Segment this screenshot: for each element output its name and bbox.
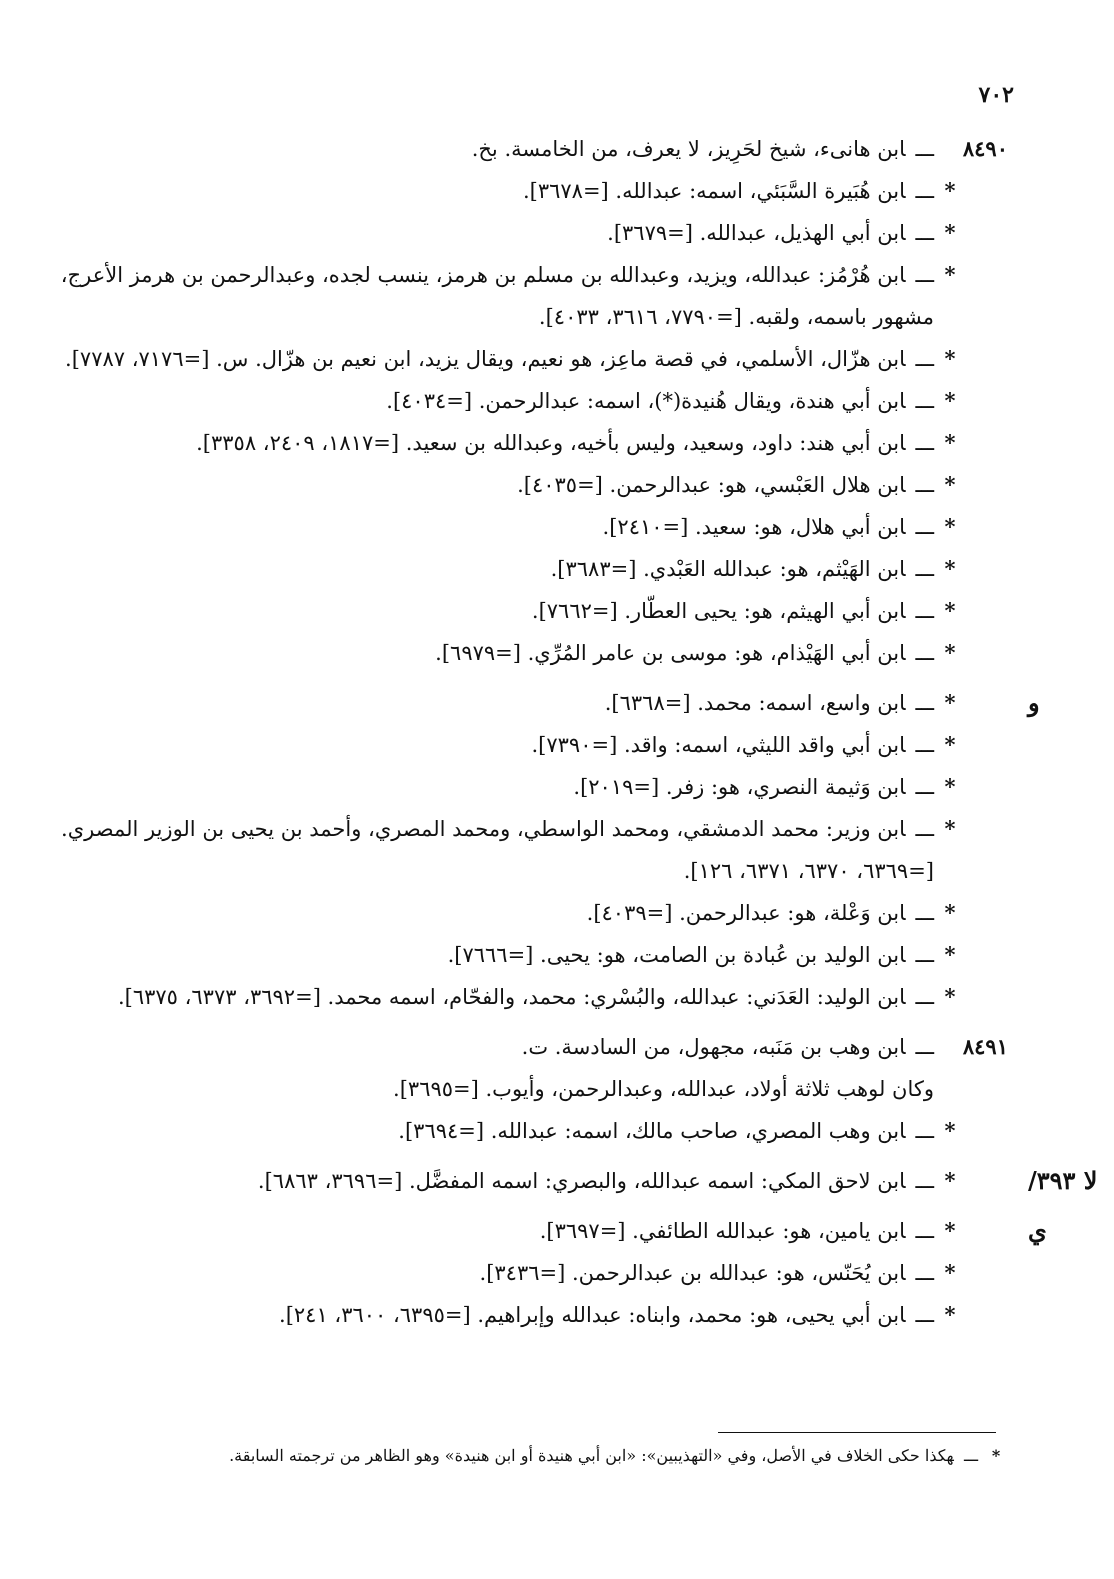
entry-text: ابن أبي هندة، ويقال هُنيدة(*)، اسمه: عبدالرحمن. [=٤٠٣٤].	[386, 389, 906, 413]
dash: ـــ	[915, 901, 934, 925]
dash: ـــ	[915, 1169, 934, 1193]
dash: ـــ	[915, 431, 934, 455]
entry-text: ابن واسع، اسمه: محمد. [=٦٣٦٨].	[604, 691, 906, 715]
star-marker: *	[944, 774, 956, 799]
dash: ـــ	[915, 775, 934, 799]
entry-text: ابن وَعْلة، هو: عبدالرحمن. [=٤٠٣٩].	[586, 901, 906, 925]
entry	[58, 1110, 1008, 1152]
entry	[58, 808, 1008, 892]
entry-text: ابن أبي هند: داود، وسعيد، وليس بأخيه، وعبدالله بن سعيد. [=١٨١٧، ٢٤٠٩، ٣٣٥٨].	[196, 431, 906, 455]
star-marker: *	[944, 690, 956, 715]
entry	[58, 934, 1008, 976]
entry-text: ابن الوليد بن عُبادة بن الصامت، هو: يحيى. [=٧٦٦٦].	[447, 943, 906, 967]
entry	[58, 212, 1008, 254]
entry-text: ابن هلال العَبْسي، هو: عبدالرحمن. [=٤٠٣٥].	[517, 473, 906, 497]
dash: ـــ	[915, 263, 934, 287]
entry-text: ابن هزّال، الأسلمي، في قصة ماعِز، هو نعيم، ويقال يزيد، ابن نعيم بن هزّال. س. [=٧١٧٦، ٧٧٨٧].	[65, 347, 906, 371]
star-marker: *	[944, 430, 956, 455]
footnote-text: هكذا حكى الخلاف في الأصل، وفي «التهذيبين»: «ابن أبي هنيدة أو ابن هنيدة» وهو الظاهر من ترجمته السابقة.	[229, 1446, 954, 1465]
dash: ـــ	[915, 1219, 934, 1243]
entry-text: ابن يامين، هو: عبدالله الطائفي. [=٣٦٩٧].	[539, 1219, 906, 1243]
star-marker: *	[944, 514, 956, 539]
dash: ـــ	[915, 347, 934, 371]
entry	[58, 422, 1008, 464]
entry-text: ابن هُبَيرة السَّبَئي، اسمه: عبدالله. [=٣٦٧٨].	[522, 179, 906, 203]
dash: ـــ	[915, 1303, 934, 1327]
section-letter-waw: و	[1028, 688, 1040, 717]
footnote-star: *	[991, 1446, 1001, 1465]
page-number: ٧٠٢	[978, 82, 1014, 108]
entry	[58, 170, 1008, 212]
footnote-entry	[58, 1442, 1008, 1470]
dash: ـــ	[915, 985, 934, 1009]
entry	[58, 892, 1008, 934]
star-marker: *	[944, 220, 956, 245]
star-marker: *	[944, 178, 956, 203]
entry	[58, 632, 1008, 674]
entry-8490	[58, 128, 1008, 170]
section-letter-lam-alif: لا ٣٩٣/	[1028, 1166, 1098, 1195]
entry	[58, 254, 1008, 338]
entry-number: ٨٤٩٠	[962, 136, 1008, 161]
entry-text: ابن وَثيمة النصري، هو: زفر. [=٢٠١٩].	[573, 775, 906, 799]
entry-text: ابن أبي الهَيْذام، هو: موسى بن عامر المُرِّي. [=٦٩٧٩].	[435, 641, 906, 665]
dash: ـــ	[915, 137, 934, 161]
entry	[58, 1160, 1098, 1202]
entry	[58, 1294, 1008, 1336]
entry-text: ابن هانىء، شيخ لحَرِيز، لا يعرف، من الخامسة. بخ.	[471, 137, 906, 161]
star-marker: *	[944, 942, 956, 967]
star-marker: *	[944, 900, 956, 925]
star-marker: *	[944, 732, 956, 757]
entry-8491	[58, 1026, 1008, 1068]
entry	[58, 338, 1008, 380]
star-marker: *	[944, 1118, 956, 1143]
entry	[58, 380, 1008, 422]
entry-text: ابن هُرْمُز: عبدالله، ويزيد، وعبدالله بن مسلم بن هرمز، ينسب لجده، وعبدالرحمن بن هرمز الأعرج، مشهور باسمه، ولقبه. [=٧٧٩٠، ٣٦١٦، ٤٠٣٣].	[60, 263, 934, 329]
star-marker: *	[944, 388, 956, 413]
dash: ـــ	[915, 817, 934, 841]
entry-text: ابن أبي يحيى، هو: محمد، وابناه: عبدالله وإبراهيم. [=٦٣٩٥، ٣٦٠٠، ٢٤١].	[279, 1303, 906, 1327]
star-marker: *	[944, 1168, 956, 1193]
footnote	[58, 1442, 1008, 1470]
entry	[58, 464, 1008, 506]
dash: ـــ	[915, 221, 934, 245]
entry-text: ابن وهب بن مَنَبه، مجهول، من السادسة. ت.	[521, 1035, 906, 1059]
entry-text: ابن أبي الهذيل، عبدالله. [=٣٦٧٩].	[607, 221, 906, 245]
star-marker: *	[944, 346, 956, 371]
star-marker: *	[944, 262, 956, 287]
entry-text: ابن لاحق المكي: اسمه عبدالله، والبصري: اسمه المفضَّل. [=٣٦٩٦، ٦٨٦٣].	[257, 1169, 906, 1193]
entries-list	[58, 128, 1098, 1336]
entry	[58, 682, 1040, 724]
entry-text: ابن وزير: محمد الدمشقي، ومحمد الواسطي، ومحمد المصري، وأحمد بن يحيى بن الوزير المصري. [=٦٣٦٩، ٦٣٧٠، ٦٣٧١، ١٢٦].	[61, 817, 934, 883]
entry	[58, 1210, 1047, 1252]
entry-text: ابن أبي واقد الليثي، اسمه: واقد. [=٧٣٩٠].	[531, 733, 906, 757]
entry-text: ابن أبي الهيثم، هو: يحيى العطّار. [=٧٦٦٢].	[531, 599, 906, 623]
star-marker: *	[944, 1218, 956, 1243]
star-marker: *	[944, 816, 956, 841]
entry	[58, 976, 1008, 1018]
dash: ـــ	[915, 943, 934, 967]
section-letter-ya: ي	[1028, 1216, 1047, 1245]
entry	[58, 724, 1008, 766]
star-marker: *	[944, 472, 956, 497]
entry	[58, 590, 1008, 632]
star-marker: *	[944, 556, 956, 581]
entry-text: ابن وهب المصري، صاحب مالك، اسمه: عبدالله. [=٣٦٩٤].	[398, 1119, 906, 1143]
entry-note	[58, 1068, 1008, 1110]
dash: ـــ	[915, 389, 934, 413]
dash: ـــ	[915, 599, 934, 623]
star-marker: *	[944, 640, 956, 665]
star-marker: *	[944, 1260, 956, 1285]
entry-text: ابن أبي هلال، هو: سعيد. [=٢٤١٠].	[602, 515, 906, 539]
entry	[58, 506, 1008, 548]
entry-text: ابن يُحَنّس، هو: عبدالله بن عبدالرحمن. [=٣٤٣٦].	[479, 1261, 906, 1285]
entry	[58, 548, 1008, 590]
dash: ـــ	[915, 515, 934, 539]
entry-text: وكان لوهب ثلاثة أولاد، عبدالله، وعبدالرحمن، وأيوب. [=٣٦٩٥].	[393, 1077, 934, 1101]
entry	[58, 1252, 1008, 1294]
dash: ـــ	[915, 1261, 934, 1285]
dash: ـــ	[915, 733, 934, 757]
dash: ـــ	[915, 691, 934, 715]
dash: ـــ	[915, 1035, 934, 1059]
entry	[58, 766, 1008, 808]
star-marker: *	[944, 1302, 956, 1327]
star-marker: *	[944, 984, 956, 1009]
dash: ـــ	[963, 1446, 978, 1465]
footnote-divider	[718, 1432, 996, 1433]
dash: ـــ	[915, 179, 934, 203]
dash: ـــ	[915, 473, 934, 497]
star-marker: *	[944, 598, 956, 623]
dash: ـــ	[915, 557, 934, 581]
entry-number: ٨٤٩١	[962, 1034, 1008, 1059]
dash: ـــ	[915, 641, 934, 665]
dash: ـــ	[915, 1119, 934, 1143]
entry-text: ابن الهَيْثم، هو: عبدالله العَبْدي. [=٣٦٨٣].	[550, 557, 906, 581]
entry-text: ابن الوليد: العَدَني: عبدالله، والبُسْري: محمد، والفحّام، اسمه محمد. [=٣٦٩٢، ٦٣٧٣، ٦٣٧٥].	[117, 985, 906, 1009]
